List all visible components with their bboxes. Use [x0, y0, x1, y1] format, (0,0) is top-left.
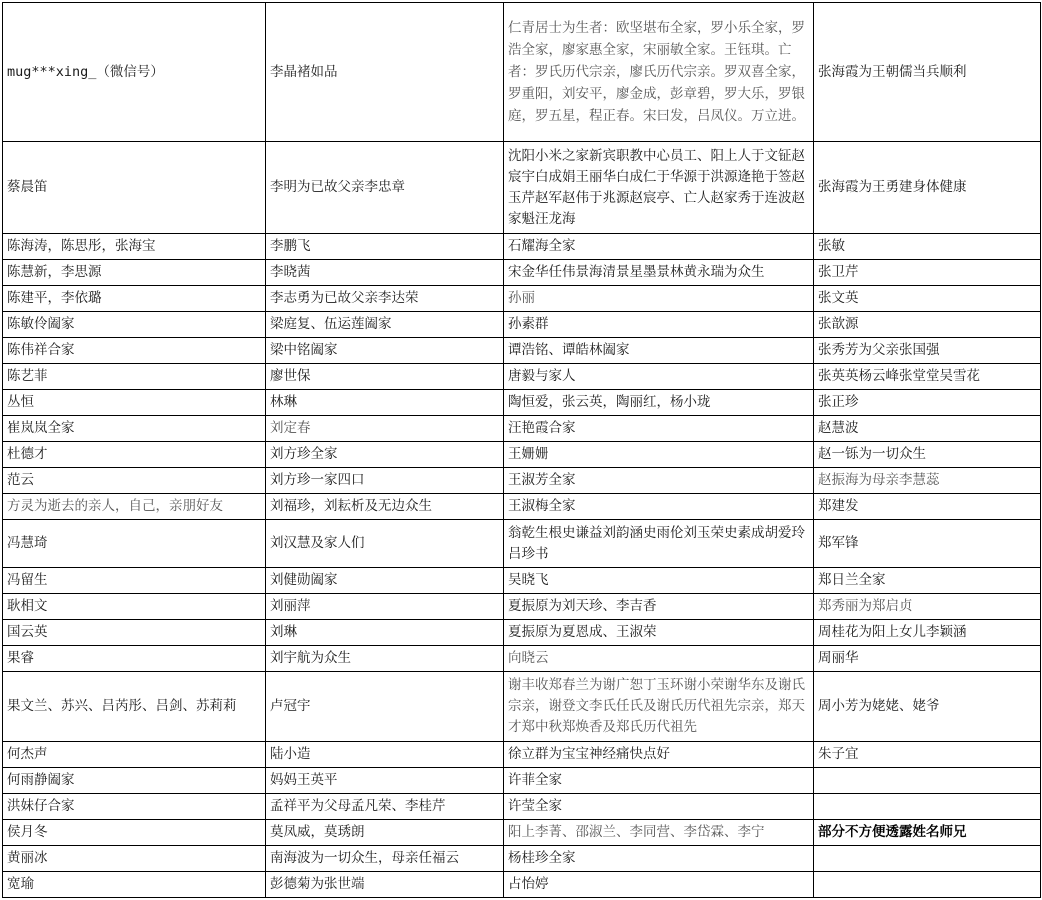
table-cell: 冯留生	[3, 568, 266, 594]
table-cell: 夏振原为刘天珍、李吉香	[504, 594, 814, 620]
table-cell: 崔岚岚全家	[3, 416, 266, 442]
table-row	[3, 468, 1041, 494]
table-cell: 莫凤威，莫琇朗	[266, 820, 504, 846]
table-cell: 郑建发	[814, 494, 1041, 520]
table-cell: 耿相文	[3, 594, 266, 620]
table-cell: 王淑梅全家	[504, 494, 814, 520]
table-cell: 部分不方便透露姓名师兄	[814, 820, 1041, 846]
table-cell: 郑日兰全家	[814, 568, 1041, 594]
table-cell	[814, 768, 1041, 794]
table-cell: 林琳	[266, 390, 504, 416]
table-cell: 黄丽冰	[3, 846, 266, 872]
table-row	[3, 768, 1041, 794]
table-cell: 刘宇航为众生	[266, 646, 504, 672]
table-cell: 梁庭复、伍运莲阖家	[266, 312, 504, 338]
table-row	[3, 390, 1041, 416]
table-cell: 谢丰收郑春兰为谢广恕丁玉环谢小荣谢华东及谢氏宗亲，谢登文李氏任氏及谢氏历代祖先宗亲，郑天才郑中秋郑焕香及郑氏历代祖先	[504, 672, 814, 742]
table-cell: 赵一铄为一切众生	[814, 442, 1041, 468]
table-cell: 徐立群为宝宝神经痛快点好	[504, 742, 814, 768]
table-cell: 国云英	[3, 620, 266, 646]
table-row	[3, 234, 1041, 260]
table-cell: 郑秀丽为郑启贞	[814, 594, 1041, 620]
table-cell: 张海霞为王勇建身体健康	[814, 142, 1041, 234]
table-cell: 李明为已故父亲李忠章	[266, 142, 504, 234]
table-cell: 陈伟祥合家	[3, 338, 266, 364]
table-row	[3, 520, 1041, 568]
table-row	[3, 742, 1041, 768]
table-cell: 向晓云	[504, 646, 814, 672]
table-cell: 张文英	[814, 286, 1041, 312]
table-cell: 郑军锋	[814, 520, 1041, 568]
table-cell: 刘福珍，刘耘析及无边众生	[266, 494, 504, 520]
table-cell	[814, 794, 1041, 820]
table-cell: 方灵为逝去的亲人，自己，亲朋好友	[3, 494, 266, 520]
table-cell: 唐毅与家人	[504, 364, 814, 390]
table-cell: 刘健勋阖家	[266, 568, 504, 594]
table-cell: 朱子宜	[814, 742, 1041, 768]
table-cell: 张海霞为王朝儒当兵顺利	[814, 3, 1041, 142]
table-cell: 李鹏飞	[266, 234, 504, 260]
table-cell: 陈海涛，陈思彤，张海宝	[3, 234, 266, 260]
table-cell: 冯慧琦	[3, 520, 266, 568]
table-cell: 宋金华任伟景海清景星墨景林黄永瑞为众生	[504, 260, 814, 286]
table-row	[3, 260, 1041, 286]
table-cell: 刘方珍一家四口	[266, 468, 504, 494]
table-row	[3, 494, 1041, 520]
table-cell	[814, 846, 1041, 872]
table-cell: 张敏	[814, 234, 1041, 260]
table-cell: 陶恒爱，张云英，陶丽红，杨小珑	[504, 390, 814, 416]
table-cell: 赵振海为母亲李慧蕊	[814, 468, 1041, 494]
table-cell: 丛恒	[3, 390, 266, 416]
table-cell: 刘定春	[266, 416, 504, 442]
table-cell: 南海波为一切众生，母亲任福云	[266, 846, 504, 872]
table-cell: 张歆源	[814, 312, 1041, 338]
table-row	[3, 568, 1041, 594]
table-cell: 周丽华	[814, 646, 1041, 672]
table-cell: 张秀芳为父亲张国强	[814, 338, 1041, 364]
donor-name-table	[2, 2, 1041, 898]
table-cell: 廖世保	[266, 364, 504, 390]
table-cell: 侯月冬	[3, 820, 266, 846]
table-cell: 刘方珍全家	[266, 442, 504, 468]
table-cell: 宽瑜	[3, 872, 266, 898]
table-cell: 孙丽	[504, 286, 814, 312]
table-cell: 孙素群	[504, 312, 814, 338]
table-row	[3, 312, 1041, 338]
table-cell: 谭浩铭、谭皓林阖家	[504, 338, 814, 364]
table-row	[3, 364, 1041, 390]
table-cell: 李晓茜	[266, 260, 504, 286]
table-cell: 阳上李菁、邵淑兰、李同营、李岱霖、李宁	[504, 820, 814, 846]
table-cell: 刘丽萍	[266, 594, 504, 620]
table-cell: 刘琳	[266, 620, 504, 646]
table-cell: 洪妹仔合家	[3, 794, 266, 820]
table-cell: 李志勇为已故父亲李达荣	[266, 286, 504, 312]
table-cell: 陆小造	[266, 742, 504, 768]
table-cell: 妈妈王英平	[266, 768, 504, 794]
table-cell: 王淑芳全家	[504, 468, 814, 494]
table-cell: 汪艳霞合家	[504, 416, 814, 442]
table-cell	[814, 872, 1041, 898]
table-cell: 占怡婷	[504, 872, 814, 898]
table-cell: 张英英杨云峰张堂堂吴雪花	[814, 364, 1041, 390]
table-cell: 吴晓飞	[504, 568, 814, 594]
table-row	[3, 672, 1041, 742]
table-cell: 蔡晨笛	[3, 142, 266, 234]
table-row	[3, 820, 1041, 846]
table-cell: 张正珍	[814, 390, 1041, 416]
table-row	[3, 794, 1041, 820]
table-row	[3, 620, 1041, 646]
table-row	[3, 338, 1041, 364]
table-row	[3, 646, 1041, 672]
table-cell: 何杰声	[3, 742, 266, 768]
table-cell: 赵慧波	[814, 416, 1041, 442]
table-cell: 沈阳小米之家新宾职教中心员工、阳上人于文钲赵宸宇白成娟王丽华白成仁于华源于洪源逄艳于签赵玉芹赵军赵伟于兆源赵宸亭、亡人赵家秀于连波赵家魁汪龙海	[504, 142, 814, 234]
table-cell: 杨桂珍全家	[504, 846, 814, 872]
table-cell: 陈建平，李依璐	[3, 286, 266, 312]
table-cell: 仁青居士为生者：欧坚堪布全家，罗小乐全家，罗浩全家，廖家惠全家，宋丽敏全家。王钰琪。亡者：罗氏历代宗亲，廖氏历代宗亲。罗双喜全家，罗重阳，刘安平，廖金成，彭章碧，罗大乐，罗银庭，罗五星，程正春。宋曰发，吕凤仪。万立进。	[504, 3, 814, 142]
table-row	[3, 872, 1041, 898]
table-cell: 许莹全家	[504, 794, 814, 820]
table-row	[3, 142, 1041, 234]
table-cell: 范云	[3, 468, 266, 494]
table-cell: 周桂花为阳上女儿李颖涵	[814, 620, 1041, 646]
table-cell: 夏振原为夏恩成、王淑荣	[504, 620, 814, 646]
table-cell: 翁乾生根史谦益刘韵涵史雨伦刘玉荣史素成胡爱玲吕珍书	[504, 520, 814, 568]
table-cell: 陈敏伶阖家	[3, 312, 266, 338]
table-cell: 刘汉慧及家人们	[266, 520, 504, 568]
table-cell: 陈艺菲	[3, 364, 266, 390]
table-cell: mug***xing_（微信号）	[3, 3, 266, 142]
table-cell: 果文兰、苏兴、吕芮彤、吕剑、苏莉莉	[3, 672, 266, 742]
table-row	[3, 442, 1041, 468]
table-cell: 王姗姗	[504, 442, 814, 468]
table-cell: 许菲全家	[504, 768, 814, 794]
table-cell: 何雨静阖家	[3, 768, 266, 794]
table-cell: 李晶褚如品	[266, 3, 504, 142]
table-cell: 陈慧新，李思源	[3, 260, 266, 286]
table-cell: 彭德菊为张世端	[266, 872, 504, 898]
table-cell: 果睿	[3, 646, 266, 672]
table-cell: 梁中铭阖家	[266, 338, 504, 364]
table-row	[3, 846, 1041, 872]
table-cell: 卢冠宇	[266, 672, 504, 742]
table-cell: 周小芳为姥姥、姥爷	[814, 672, 1041, 742]
table-row	[3, 416, 1041, 442]
table-cell: 杜德才	[3, 442, 266, 468]
table-row	[3, 594, 1041, 620]
table-cell: 石耀海全家	[504, 234, 814, 260]
table-cell: 孟祥平为父母孟凡荣、李桂芹	[266, 794, 504, 820]
table-row	[3, 286, 1041, 312]
table-row	[3, 3, 1041, 142]
table-cell: 张卫芹	[814, 260, 1041, 286]
